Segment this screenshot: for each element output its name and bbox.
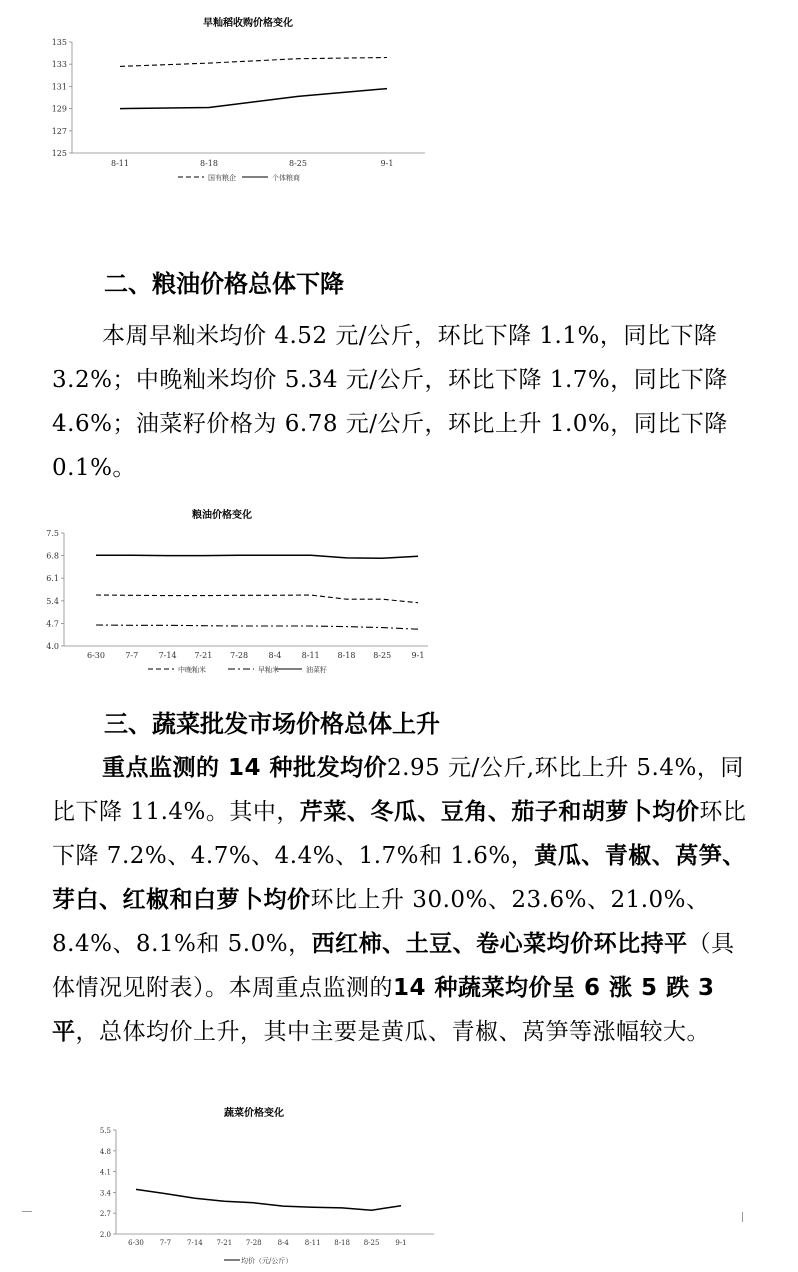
y-tick-label: 127 [51,126,67,136]
x-tick-label: 8-25 [373,651,392,660]
y-tick-label: 129 [51,104,67,114]
legend-label: 早籼米 [258,666,279,674]
s3-text-1: 2.95 元/公斤,环比上升 5.4%，同比下降 11.4%。其中， [52,755,744,825]
x-tick-label: 8-11 [111,159,129,168]
y-tick-label: 131 [51,82,67,92]
chart-title: 早籼稻收购价格变化 [203,18,293,29]
x-tick-label: 7-28 [245,1239,262,1247]
vegetable-price-chart-svg [78,1102,448,1272]
section2-paragraph [52,314,752,492]
y-tick-label: 3.4 [99,1189,111,1198]
legend-label: 油菜籽 [306,666,327,674]
legend-label: 均价（元/公斤） [241,1257,293,1265]
series-line [96,625,418,629]
x-tick-label: 8-18 [200,159,218,168]
section3-heading: 三、蔬菜批发市场价格总体上升 [104,710,440,738]
series-line [96,555,418,558]
series-line [96,595,418,603]
y-tick-label: 7.5 [46,529,59,538]
x-tick-label: 8-18 [337,651,356,660]
s3-text-4: （具体情况见附表）。本周重点监测的 [52,931,735,1001]
y-tick-label: 135 [51,38,67,47]
y-tick-label: 2.7 [99,1210,111,1219]
grain-oil-price-chart-svg [30,500,440,685]
x-tick-label: 7-21 [216,1239,233,1247]
y-tick-label: 6.8 [46,551,59,561]
s3-text-5: ，总体均价上升，其中主要是黄瓜、青椒、莴笋等涨幅较大。 [75,1019,710,1045]
s3-text-3: 环比上升 30.0%、23.6%、21.0%、8.4%、8.1%和 5.0%， [52,887,710,957]
s3-bold-2: 芹菜、冬瓜、豆角、茄子和胡萝卜均价 [299,799,700,825]
s3-text-2: 环比下降 7.2%、4.7%、4.4%、1.7%和 1.6%， [52,799,747,869]
y-tick-label: 4.8 [99,1147,111,1156]
legend-label: 中晚籼米 [178,666,206,674]
s3-bold-5: 14 种蔬菜均价呈 6 涨 5 跌 3 平 [52,975,715,1045]
x-tick-label: 7-7 [125,651,139,660]
s3-bold-3: 黄瓜、青椒、莴笋、芽白、红椒和白萝卜均价 [52,843,746,913]
series-line [120,58,387,67]
y-tick-label: 5.5 [99,1127,111,1135]
section2-heading: 二、粮油价格总体下降 [104,270,344,298]
s3-bold-1: 重点监测的 14 种批发均价 [102,755,388,781]
x-tick-label: 8-11 [301,651,320,660]
chart-title: 粮油价格变化 [192,510,252,521]
paddy-price-chart [40,8,440,188]
right-margin-mark [742,1212,743,1222]
x-tick-label: 8-4 [268,651,282,660]
x-tick-label: 6-30 [87,651,105,660]
chart-title: 蔬菜价格变化 [224,1108,284,1119]
x-tick-label: 9-1 [395,1239,407,1247]
series-line [136,1189,401,1210]
s3-bold-4: 西红柿、土豆、卷心菜均价环比持平 [311,931,688,957]
x-tick-label: 8-4 [277,1239,289,1247]
y-tick-label: 2.0 [99,1231,111,1239]
legend-label: 个体粮商 [272,174,300,182]
x-tick-label: 7-14 [158,651,177,660]
section3-paragraph [52,746,752,1104]
y-tick-label: 133 [51,60,67,70]
left-margin-mark [22,1211,32,1212]
paddy-price-chart-svg [40,8,440,188]
legend-label: 国有粮企 [208,174,236,182]
y-tick-label: 4.0 [46,642,59,651]
x-tick-label: 7-7 [159,1239,172,1247]
grain-oil-price-chart [30,500,440,685]
section2-text: 本周早籼米均价 4.52 元/公斤，环比下降 1.1%，同比下降 3.2%；中晚籼米均价 5.34 元/公斤，环比下降 1.7%，同比下降 4.6%；油菜籽价格为 6.78 元/公斤，环比上升 1.0%，同比下降 0.1%。 [52,323,728,481]
x-tick-label: 9-1 [380,159,394,168]
x-tick-label: 7-28 [230,651,249,660]
y-tick-label: 4.1 [99,1168,111,1177]
x-tick-label: 7-14 [187,1239,203,1247]
x-tick-label: 8-25 [363,1239,380,1247]
x-tick-label: 8-11 [304,1239,321,1247]
y-tick-label: 5.4 [46,596,59,606]
y-tick-label: 4.7 [46,619,59,629]
x-tick-label: 8-25 [289,159,307,168]
y-tick-label: 125 [51,149,67,158]
x-tick-label: 7-21 [194,651,213,660]
x-tick-label: 6-30 [128,1239,144,1247]
series-line [120,89,387,109]
x-tick-label: 8-18 [334,1239,350,1247]
y-tick-label: 6.1 [46,574,59,584]
vegetable-price-chart [78,1102,448,1272]
x-tick-label: 9-1 [411,651,425,660]
